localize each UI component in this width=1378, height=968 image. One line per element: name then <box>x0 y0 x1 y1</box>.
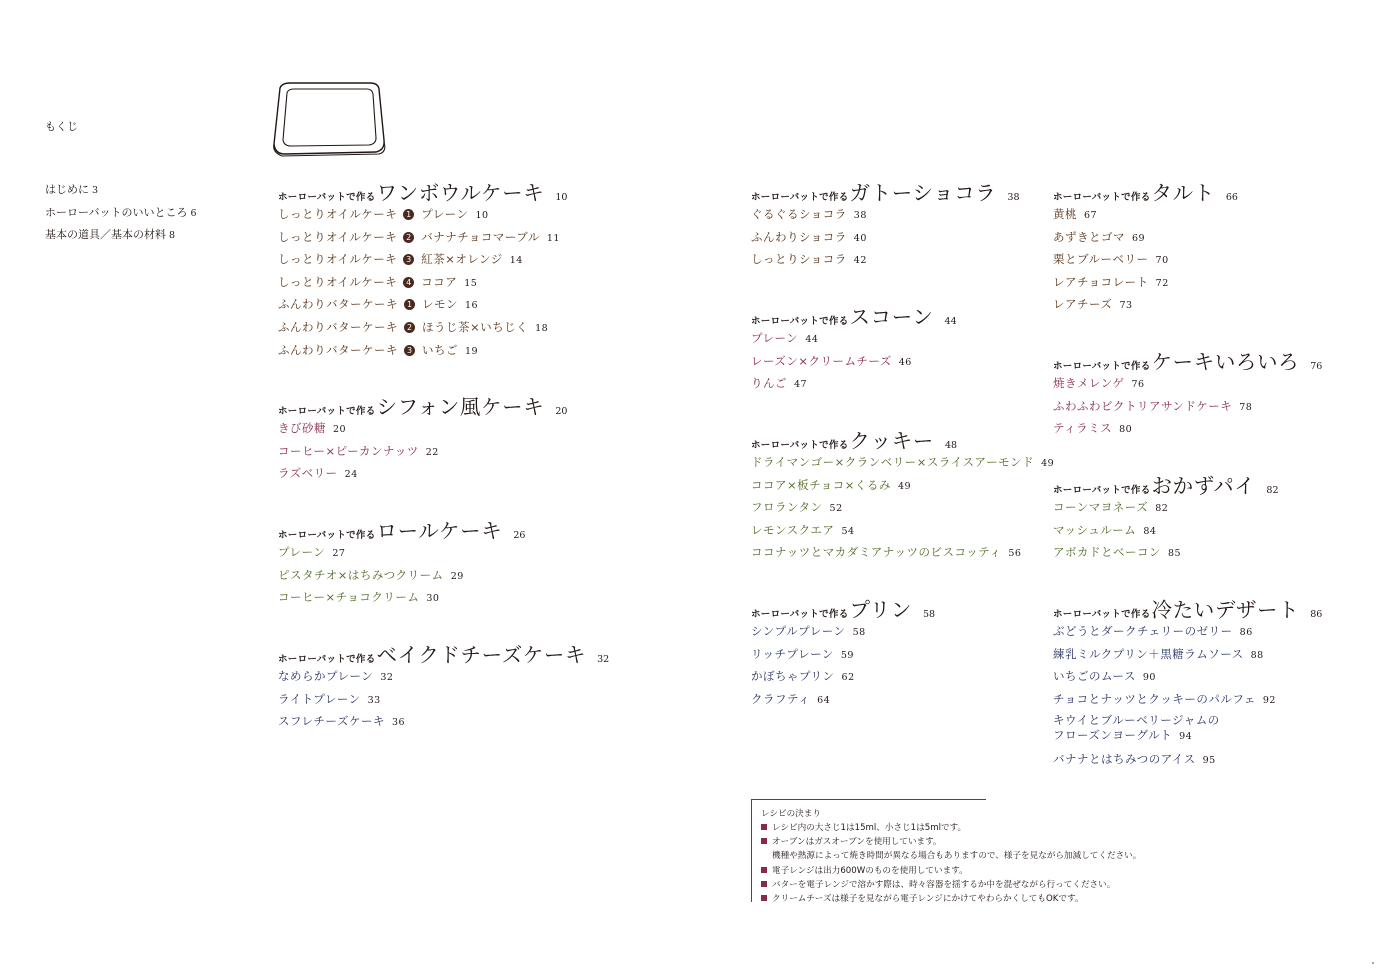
toc-heading: もくじ <box>45 120 78 133</box>
item-label: 焼きメレンゲ <box>1053 376 1125 390</box>
section-cold-desserts <box>1053 593 1322 774</box>
page-number: 16 <box>465 300 479 312</box>
section-heading[interactable] <box>1053 345 1323 374</box>
item-label: ぐるぐるショコラ <box>751 207 847 221</box>
page-number: 58 <box>852 627 866 638</box>
page-number: 36 <box>391 717 406 729</box>
item-label: なめらかプレーン <box>278 669 374 683</box>
page-number: 48 <box>944 440 958 451</box>
toc-item[interactable] <box>278 668 609 691</box>
page-number: 92 <box>1262 694 1276 706</box>
toc-item[interactable] <box>278 229 567 252</box>
section-prefix: ホーローバットで作る <box>278 530 376 541</box>
toc-item[interactable] <box>278 589 525 612</box>
page-number: 72 <box>1155 277 1169 289</box>
page-number: 10 <box>555 192 568 203</box>
toc-item[interactable] <box>278 251 567 274</box>
toc-item[interactable] <box>751 691 935 714</box>
page-number: 70 <box>1155 255 1169 267</box>
item-label: 練乳ミルクプリン＋黒糖ラムソース <box>1053 646 1244 661</box>
item-label: ティラミス <box>1053 421 1113 436</box>
intro-label: はじめに <box>45 183 89 196</box>
toc-item[interactable] <box>1053 691 1322 714</box>
item-label-continued: フローズンヨーグルト <box>1053 727 1173 742</box>
item-label: バナナとはちみつのアイス <box>1053 751 1196 766</box>
toc-item[interactable] <box>1053 646 1322 669</box>
page-number: 80 <box>1119 424 1133 436</box>
intro-item[interactable] <box>45 182 197 205</box>
section-pudding <box>751 593 935 713</box>
item-label: コーヒー×ピーカンナッツ <box>278 443 419 458</box>
toc-item[interactable] <box>1053 296 1238 319</box>
page-number: 32 <box>380 672 394 683</box>
number-badge-icon: 2 <box>404 322 415 333</box>
item-label: しっとりオイルケーキ <box>278 207 398 221</box>
item-label: ふんわりバターケーキ <box>278 319 398 334</box>
page-number: 44 <box>805 334 819 345</box>
crop-mark <box>1372 962 1374 964</box>
page-number: 6 <box>190 207 197 219</box>
square-bullet-icon <box>761 881 767 887</box>
intro-item[interactable] <box>45 227 197 250</box>
rules-title: レシピの決まり <box>761 809 821 819</box>
item-variant: いちご <box>422 342 458 357</box>
item-variant: レモン <box>422 297 458 312</box>
page-number: 73 <box>1119 300 1133 312</box>
item-label: しっとりショコラ <box>751 252 847 267</box>
item-label: しっとりオイルケーキ <box>278 229 398 244</box>
item-variant: プレーン <box>421 207 469 221</box>
item-label: あずきとゴマ <box>1053 229 1125 244</box>
section-title: ガトーショコラ <box>849 181 997 205</box>
item-label: レアチョコレート <box>1053 274 1149 289</box>
page-number: 76 <box>1310 361 1323 372</box>
section-heading[interactable] <box>278 514 526 543</box>
section-title: タルト <box>1151 181 1215 205</box>
toc-item[interactable] <box>278 319 567 342</box>
toc-item[interactable] <box>1053 420 1322 443</box>
item-label: いちごのムース <box>1053 669 1136 684</box>
page-number: 62 <box>841 672 855 684</box>
section-heading[interactable] <box>1053 469 1279 498</box>
intro-label: ホーローバットのいいところ <box>45 205 188 219</box>
page-number: 84 <box>1143 525 1157 537</box>
toc-item[interactable] <box>751 646 935 669</box>
item-label: りんご <box>751 376 787 391</box>
section-prefix: ホーローバットで作る <box>278 192 376 203</box>
section-title: ワンボウルケーキ <box>376 181 545 205</box>
section-title: プリン <box>849 598 913 622</box>
page-number: 78 <box>1239 401 1253 413</box>
rule-text: 電子レンジは出力600Wのものを使用しています。 <box>772 865 968 876</box>
section-title: ベイクドチーズケーキ <box>376 643 587 667</box>
section-heading[interactable] <box>278 176 568 205</box>
page-number: 47 <box>794 379 808 391</box>
page-number: 90 <box>1142 672 1156 684</box>
item-label: アボカドとベーコン <box>1053 545 1161 560</box>
toc-item[interactable] <box>1053 206 1238 229</box>
item-label: きび砂糖 <box>278 421 326 435</box>
section-cookie <box>751 424 1054 567</box>
page-number: 20 <box>555 406 568 417</box>
page-number: 56 <box>1008 548 1022 560</box>
page-number: 20 <box>333 424 347 435</box>
rule-item <box>761 892 1141 906</box>
section-heading[interactable] <box>278 638 610 667</box>
rules-divider <box>752 799 986 800</box>
section-gateau-chocolat <box>751 176 1020 274</box>
page-number: 95 <box>1202 754 1216 766</box>
section-heading[interactable] <box>751 176 1020 205</box>
page-number: 29 <box>450 570 464 582</box>
page-number: 94 <box>1179 730 1193 742</box>
section-tart <box>1053 176 1238 319</box>
page-number: 26 <box>513 530 526 541</box>
page-number: 66 <box>1225 192 1238 203</box>
section-prefix: ホーローバットで作る <box>751 192 849 203</box>
toc-item[interactable] <box>1053 251 1238 274</box>
section-heading[interactable] <box>278 390 568 419</box>
toc-item[interactable] <box>1053 375 1322 398</box>
section-title: スコーン <box>849 305 934 329</box>
section-one-bowl-cake <box>278 176 567 364</box>
page-number: 10 <box>475 210 489 221</box>
section-heading[interactable] <box>751 593 936 622</box>
item-label: ふんわりバターケーキ <box>278 297 398 312</box>
toc-item[interactable] <box>751 375 957 398</box>
rule-item <box>761 864 1141 878</box>
item-label: キウイとブルーベリージャムの <box>1053 713 1220 728</box>
toc-item[interactable] <box>278 465 567 488</box>
toc-item[interactable] <box>278 206 567 229</box>
page-number: 67 <box>1084 210 1098 221</box>
rule-item <box>761 821 1141 835</box>
page-number: 30 <box>426 593 440 605</box>
toc-item[interactable] <box>751 251 1020 274</box>
page-number: 69 <box>1132 232 1146 244</box>
toc-item[interactable] <box>278 342 567 365</box>
section-title: クッキー <box>849 429 934 453</box>
section-heading[interactable] <box>751 300 957 329</box>
section-title: ケーキいろいろ <box>1151 350 1300 374</box>
page-number: 82 <box>1266 485 1279 496</box>
item-label: レモンスクエア <box>751 522 835 537</box>
section-scone <box>751 300 957 398</box>
section-savory-pie <box>1053 469 1279 567</box>
item-label: かぼちゃプリン <box>751 669 835 684</box>
intro-item[interactable] <box>45 205 197 228</box>
rule-text: レシピ内の大さじ1は15ml、小さじ1は5mlです。 <box>772 823 967 833</box>
number-badge-icon: 3 <box>403 254 414 265</box>
toc-item[interactable] <box>278 296 567 319</box>
section-title: 冷たいデザート <box>1151 598 1300 622</box>
toc-item[interactable] <box>751 353 957 376</box>
toc-item[interactable] <box>751 477 1054 500</box>
rule-text: オーブンはガスオーブンを使用しています。 <box>772 837 942 848</box>
rule-item <box>761 835 1141 849</box>
rule-text: クリームチーズは様子を見ながら電子レンジにかけてやわらかくしてもOKです。 <box>772 894 1084 905</box>
rule-item <box>761 878 1141 892</box>
toc-item[interactable] <box>278 420 567 443</box>
item-label: ココア×板チョコ×くるみ <box>751 477 891 492</box>
number-badge-icon: 2 <box>403 232 414 243</box>
toc-item[interactable] <box>1053 229 1238 252</box>
item-label: ココナッツとマカダミアナッツのビスコッティ <box>751 545 1002 560</box>
item-label: コーヒー×チョコクリーム <box>278 590 420 605</box>
square-bullet-icon <box>761 824 767 830</box>
item-label: ふわふわビクトリアサンドケーキ <box>1053 398 1233 413</box>
page-number: 64 <box>817 694 831 706</box>
page-number: 38 <box>853 210 867 221</box>
recipe-rules-box <box>751 799 1352 905</box>
toc-item[interactable] <box>278 691 609 714</box>
page-number: 18 <box>535 322 549 334</box>
page-number: 24 <box>344 469 358 481</box>
item-label: レアチーズ <box>1053 297 1113 312</box>
toc-item[interactable] <box>1053 751 1322 774</box>
item-label: レーズン×クリームチーズ <box>751 353 892 368</box>
rule-text: バターを電子レンジで溶かす際は、時々容器を揺するか中を混ぜながら行ってください。 <box>772 879 1116 890</box>
toc-item[interactable] <box>1053 713 1322 751</box>
page-number: 15 <box>464 277 478 289</box>
section-prefix: ホーローバットで作る <box>1053 485 1151 496</box>
item-label: しっとりオイルケーキ <box>278 252 398 267</box>
section-prefix: ホーローバットで作る <box>751 440 849 451</box>
number-badge-icon: 4 <box>403 277 414 288</box>
toc-item[interactable] <box>278 567 525 590</box>
page-number: 40 <box>853 232 867 244</box>
page-number: 54 <box>841 525 855 537</box>
square-bullet-icon <box>761 895 767 901</box>
number-badge-icon: 1 <box>404 299 415 310</box>
item-variant: ほうじ茶×いちじく <box>422 319 529 334</box>
rule-item-continued <box>761 849 1141 863</box>
section-title: ロールケーキ <box>376 519 503 543</box>
toc-item[interactable] <box>278 443 567 466</box>
page-number: 49 <box>1041 458 1055 469</box>
enamel-tray-illustration <box>268 80 390 164</box>
page-number: 3 <box>92 185 99 196</box>
toc-item[interactable] <box>1053 522 1279 545</box>
toc-item[interactable] <box>1053 274 1238 297</box>
item-label: 黄桃 <box>1053 207 1077 221</box>
section-chiffon-cake <box>278 390 567 488</box>
page-number: 19 <box>465 345 479 357</box>
item-variant: 紅茶×オレンジ <box>421 252 503 267</box>
page-number: 27 <box>332 548 346 559</box>
page-number: 38 <box>1007 192 1020 203</box>
section-roll-cake <box>278 514 525 612</box>
item-label: チョコとナッツとクッキーのパルフェ <box>1053 691 1256 706</box>
section-heading[interactable] <box>751 424 1054 453</box>
rule-text: 機種や熱源によって焼き時間が異なる場合もありますので、様子を見ながら加減してください。 <box>772 851 1142 862</box>
item-label: ラズベリー <box>278 466 338 481</box>
item-label: ドライマンゴー×クランベリー×スライスアーモンド <box>751 455 1035 469</box>
page-number: 88 <box>1250 649 1264 661</box>
item-label: リッチプレーン <box>751 646 834 661</box>
item-label: しっとりオイルケーキ <box>278 274 398 289</box>
page-number: 86 <box>1239 627 1253 638</box>
item-label: コーンマヨネーズ <box>1053 500 1149 514</box>
section-title: おかずパイ <box>1151 474 1256 498</box>
item-label: ぶどうとダークチェリーのゼリー <box>1053 624 1233 638</box>
item-label: フロランタン <box>751 500 823 515</box>
section-prefix: ホーローバットで作る <box>1053 192 1151 203</box>
item-label: マッシュルーム <box>1053 522 1137 537</box>
toc-item[interactable] <box>1053 499 1279 522</box>
section-prefix: ホーローバットで作る <box>278 654 376 665</box>
page-number: 42 <box>853 255 867 267</box>
intro-list <box>45 182 197 250</box>
toc-item[interactable] <box>1053 623 1322 646</box>
section-prefix: ホーローバットで作る <box>278 406 376 417</box>
square-bullet-icon <box>761 867 767 873</box>
page-number: 33 <box>367 694 381 706</box>
square-bullet-icon <box>761 838 767 844</box>
toc-item[interactable] <box>751 544 1054 567</box>
toc-item[interactable] <box>1053 398 1322 421</box>
number-badge-icon: 3 <box>404 345 415 356</box>
toc-item[interactable] <box>751 454 1054 477</box>
toc-item[interactable] <box>751 229 1020 252</box>
toc-item[interactable] <box>751 668 935 691</box>
item-label: シンプルプレーン <box>751 624 846 638</box>
page-number: 76 <box>1131 379 1145 390</box>
page-number: 58 <box>923 609 936 620</box>
page-number: 44 <box>944 316 957 327</box>
toc-item[interactable] <box>751 499 1054 522</box>
page-number: 82 <box>1155 503 1169 514</box>
item-variant: ココア <box>421 274 458 289</box>
section-baked-cheesecake <box>278 638 609 736</box>
toc-item[interactable] <box>278 274 567 297</box>
page-number: 52 <box>829 503 843 515</box>
item-label: プレーン <box>751 331 799 345</box>
section-heading[interactable] <box>1053 176 1238 205</box>
section-prefix: ホーローバットで作る <box>1053 361 1151 372</box>
rules-list <box>761 821 1141 906</box>
section-prefix: ホーローバットで作る <box>751 316 849 327</box>
toc-item[interactable] <box>1053 668 1322 691</box>
page-number: 32 <box>597 654 610 665</box>
page-number: 59 <box>840 649 854 661</box>
section-title: シフォン風ケーキ <box>376 395 545 419</box>
page-number: 8 <box>169 230 176 241</box>
page-number: 85 <box>1168 548 1182 560</box>
section-prefix: ホーローバットで作る <box>1053 609 1151 620</box>
item-label: プレーン <box>278 545 326 559</box>
number-badge-icon: 1 <box>403 209 414 220</box>
section-heading[interactable] <box>1053 593 1323 622</box>
page-number: 86 <box>1310 609 1323 620</box>
page-number: 11 <box>546 232 560 244</box>
section-prefix: ホーローバットで作る <box>751 609 849 620</box>
item-label: 栗とブルーベリー <box>1053 252 1149 267</box>
item-label: ふんわりショコラ <box>751 229 847 244</box>
item-label: ピスタチオ×はちみつクリーム <box>278 567 444 582</box>
page-number: 22 <box>425 446 439 458</box>
toc-item[interactable] <box>751 522 1054 545</box>
intro-label: 基本の道具／基本の材料 <box>45 228 166 241</box>
page-number: 46 <box>898 356 912 368</box>
toc-item[interactable] <box>751 623 935 646</box>
item-variant: バナナチョコマーブル <box>421 229 540 244</box>
item-label: ふんわりバターケーキ <box>278 342 398 357</box>
item-label: ライトプレーン <box>278 691 361 706</box>
section-assorted-cakes <box>1053 345 1322 443</box>
toc-item[interactable] <box>751 206 1020 229</box>
toc-item[interactable] <box>278 713 609 736</box>
item-label: スフレチーズケーキ <box>278 714 385 729</box>
item-label: クラフティ <box>751 691 811 706</box>
page-number: 14 <box>509 255 523 267</box>
toc-item[interactable] <box>751 330 957 353</box>
toc-item[interactable] <box>1053 544 1279 567</box>
page-number: 49 <box>897 480 912 492</box>
toc-item[interactable] <box>278 544 525 567</box>
